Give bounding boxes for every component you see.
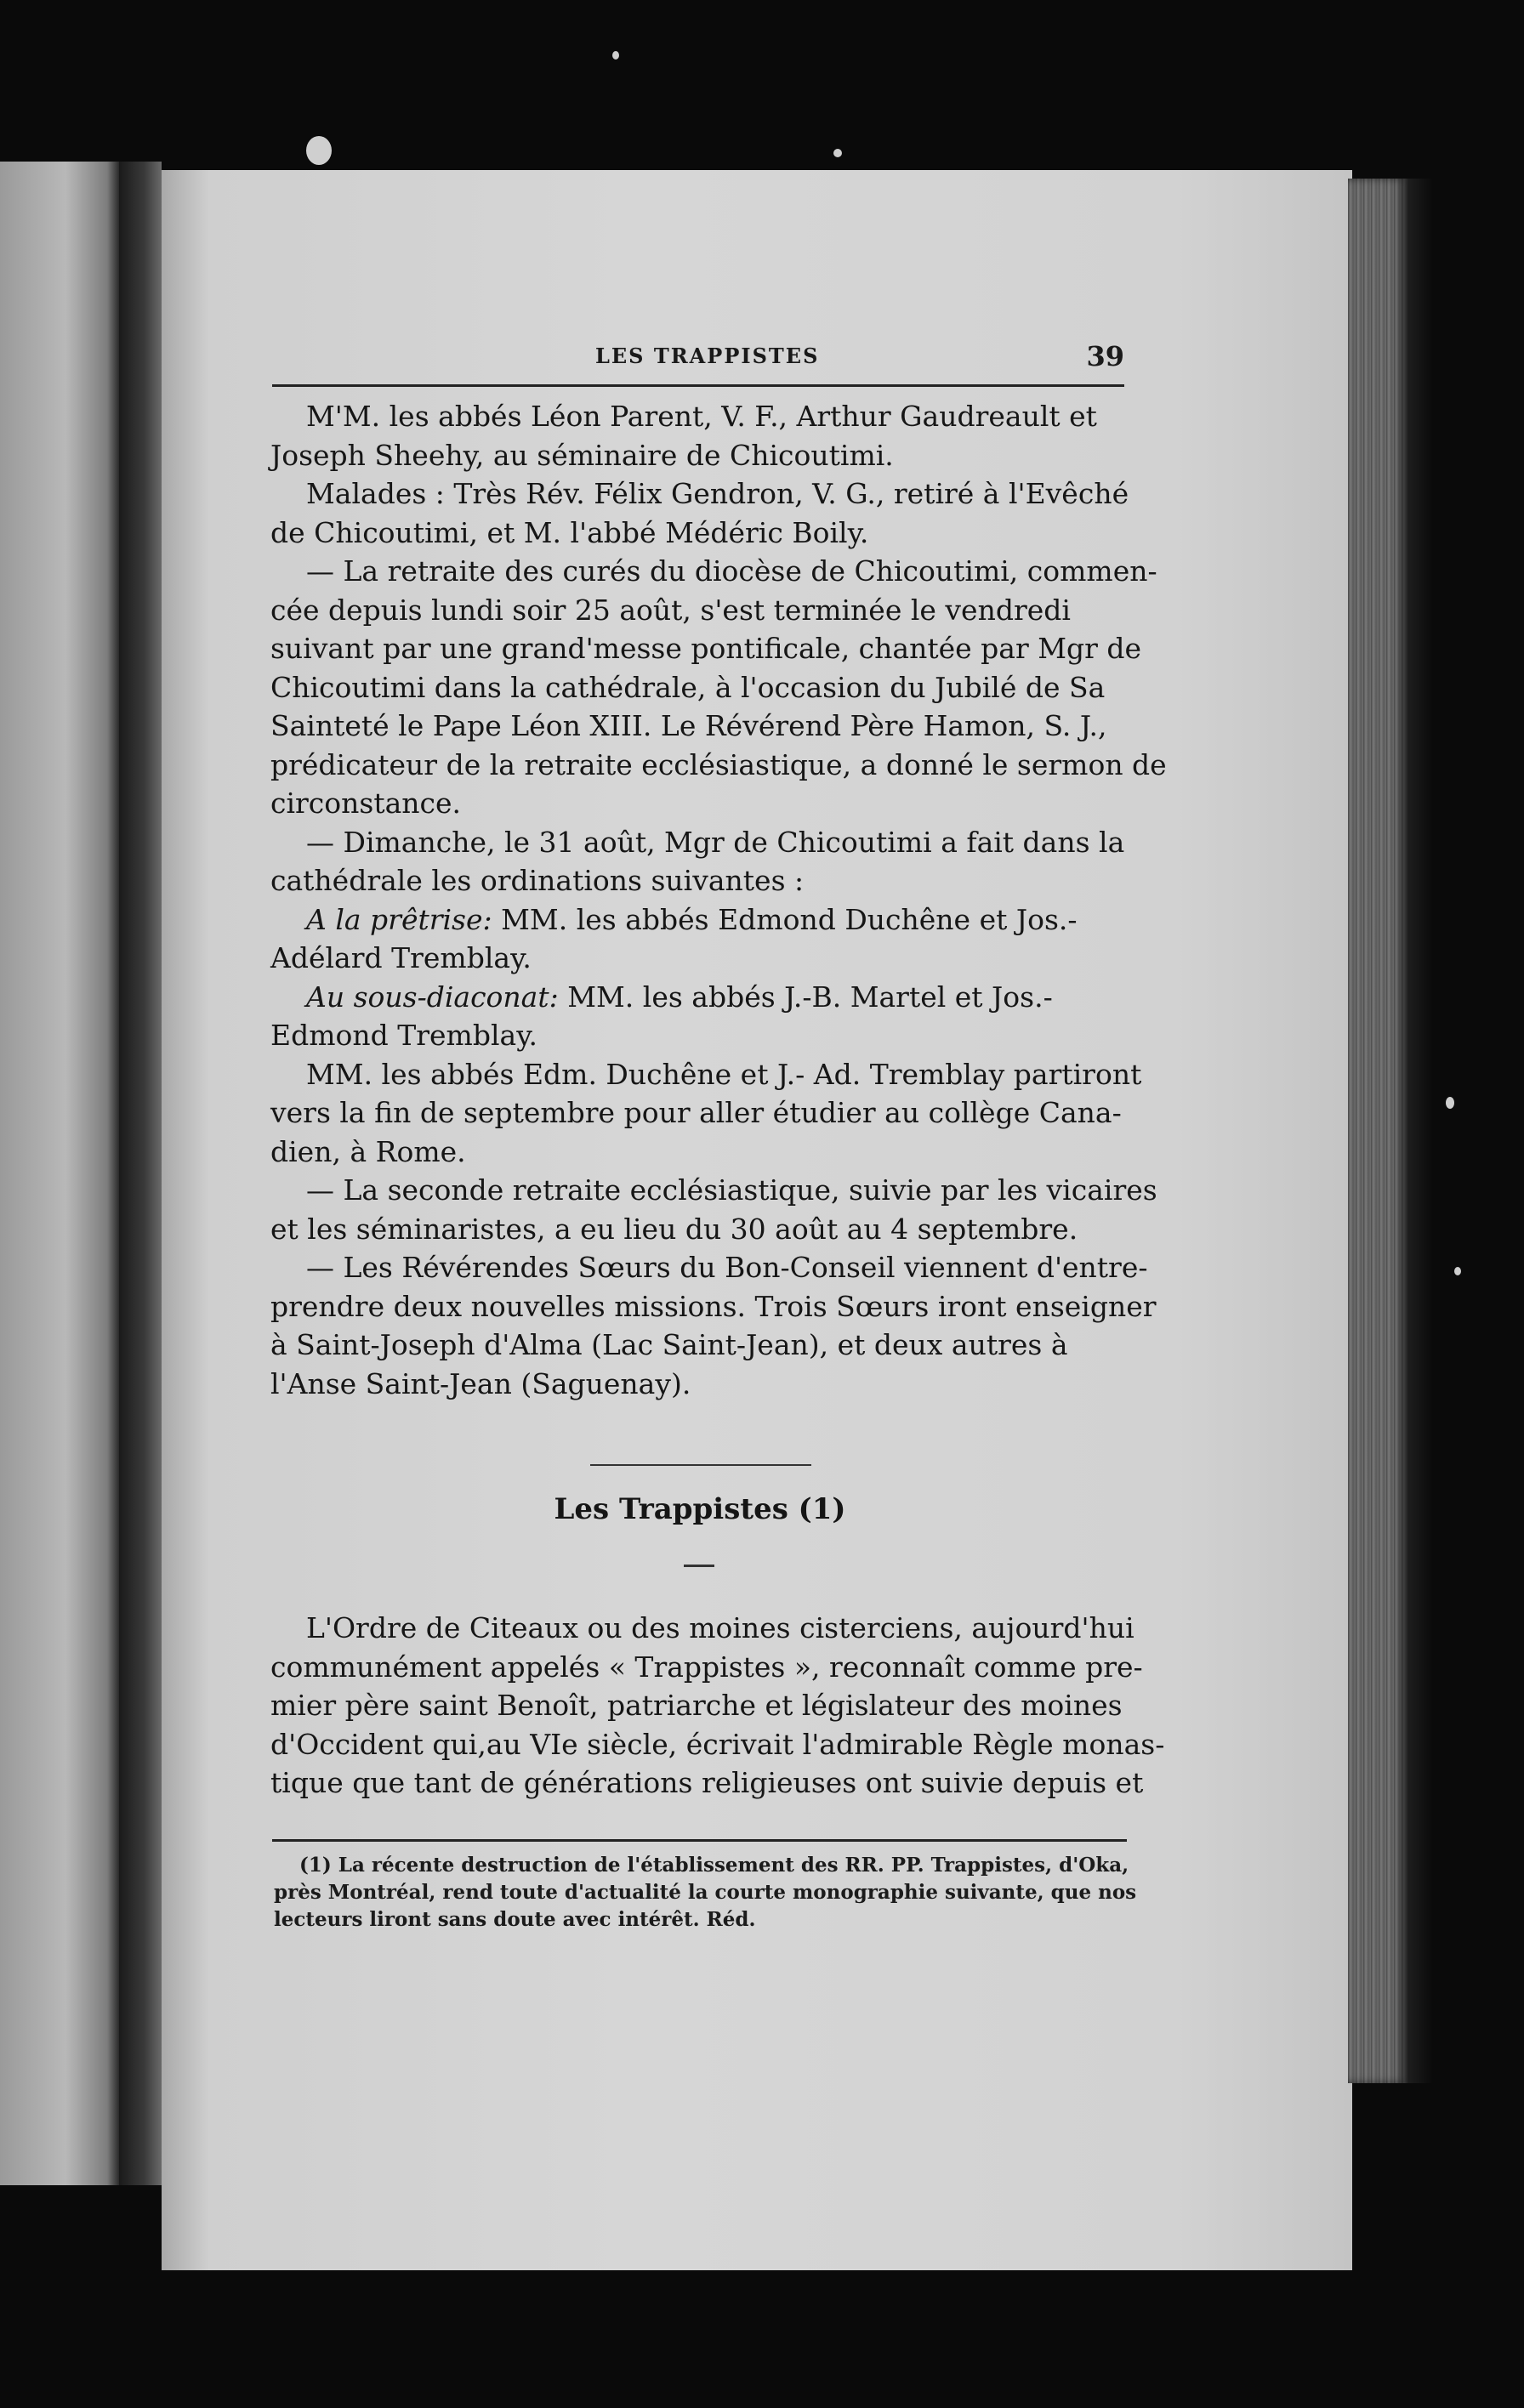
text-line [306, 1058, 1141, 1091]
text-line [270, 1689, 1123, 1722]
line-text: — Les Révérendes Sœurs du Bon-Conseil viennent d'entre- [306, 1251, 1148, 1284]
header-rule [272, 384, 1124, 387]
line-text: cathédrale les ordinations suivantes : [270, 864, 805, 897]
section-dash [684, 1565, 714, 1567]
line-text: vers la fin de septembre pour aller étudier au collège Cana- [270, 1096, 1122, 1129]
text-line [306, 1611, 1134, 1644]
text-line [270, 1290, 1157, 1323]
line-text: — Dimanche, le 31 août, Mgr de Chicoutimi a fait dans la [306, 825, 1125, 859]
line-text: l'Anse Saint-Jean (Saguenay). [270, 1366, 691, 1400]
italic-label: Au sous-diaconat: [306, 980, 559, 1014]
text-line [270, 748, 1167, 781]
page-number: 39 [1086, 340, 1124, 372]
text-line [270, 864, 804, 897]
text-line [306, 554, 1157, 588]
book-gutter [119, 162, 162, 2185]
film-speck [1454, 1267, 1461, 1275]
text-line [306, 477, 1129, 510]
body-text-bottom [270, 1611, 1165, 1832]
running-title: LES TRAPPISTES [595, 344, 820, 368]
footnote-line: près Montréal, rend toute d'actualité la courte monographie suivante, que nos [274, 1881, 1137, 1904]
line-text: M'M. les abbés Léon Parent, V. F., Arthur Gaudreault et [306, 400, 1097, 433]
footnote-rule [272, 1839, 1127, 1842]
section-divider [590, 1464, 811, 1466]
text-line [270, 1367, 691, 1400]
line-text: communément appelés « Trappistes », reconnaît comme pre- [270, 1650, 1143, 1684]
line-text: et les séminaristes, a eu lieu du 30 août au 4 septembre. [270, 1212, 1078, 1246]
text-line [270, 787, 461, 820]
text-line [306, 903, 1078, 936]
film-speck [612, 51, 619, 60]
line-text: — La seconde retraite ecclésiastique, suivie par les vicaires [306, 1173, 1157, 1207]
line-text: mier père saint Benoît, patriarche et législateur des moines [270, 1689, 1123, 1722]
line-text: Chicoutimi dans la cathédrale, à l'occasion du Jubilé de Sa [270, 670, 1106, 704]
text-line [306, 400, 1097, 433]
text-line [306, 826, 1124, 859]
facing-page-edge [0, 162, 119, 2185]
line-text: suivant par une grand'messe pontificale, chantée par Mgr de [270, 632, 1142, 665]
line-text: à Saint-Joseph d'Alma (Lac Saint-Jean), et deux autres à [270, 1328, 1068, 1361]
text-line [270, 1096, 1122, 1129]
line-text: tique que tant de générations religieuses ont suivie depuis et [270, 1766, 1144, 1799]
running-head [272, 340, 1124, 383]
line-text: Sainteté le Pape Léon XIII. Le Révérend Père Hamon, S. J., [270, 709, 1107, 742]
text-line [270, 1135, 466, 1168]
line-text: prédicateur de la retraite ecclésiastique, a donné le sermon de [270, 747, 1167, 781]
line-text: MM. les abbés Edm. Duchêne et J.- Ad. Tremblay partiront [306, 1057, 1142, 1091]
text-line [270, 941, 532, 974]
text-line [270, 632, 1141, 665]
text-line [270, 1213, 1078, 1246]
footnote-line: (1) La récente destruction de l'établissement des RR. PP. Trappistes, d'Oka, [299, 1854, 1129, 1877]
film-speck [306, 136, 332, 165]
line-text: MM. les abbés J.-B. Martel et Jos.- [558, 980, 1053, 1014]
line-text: Malades : Très Rév. Félix Gendron, V. G., retiré à l'Evêché [306, 477, 1129, 510]
line-text: prendre deux nouvelles missions. Trois Sœurs iront enseigner [270, 1289, 1157, 1323]
line-text: de Chicoutimi, et M. l'abbé Médéric Boily. [270, 515, 869, 549]
text-line [270, 1019, 537, 1052]
line-text: — La retraite des curés du diocèse de Chicoutimi, commen- [306, 554, 1157, 588]
line-text: dien, à Rome. [270, 1134, 466, 1168]
line-text: L'Ordre de Citeaux ou des moines cisterciens, aujourd'hui [306, 1611, 1134, 1644]
text-line [270, 1728, 1164, 1761]
line-text: circonstance. [270, 787, 462, 820]
text-line [270, 593, 1071, 627]
italic-label: A la prêtrise: [306, 902, 492, 936]
text-line [270, 1328, 1068, 1361]
text-line [270, 516, 868, 549]
line-text: Edmond Tremblay. [270, 1019, 537, 1052]
text-line [306, 1173, 1157, 1207]
footnote-line: lecteurs liront sans doute avec intérêt. Réd. [274, 1908, 756, 1931]
line-text: cée depuis lundi soir 25 août, s'est terminée le vendredi [270, 593, 1071, 627]
section-title: Les Trappistes (1) [554, 1492, 846, 1526]
line-text: MM. les abbés Edmond Duchêne et Jos.- [492, 902, 1078, 936]
line-text: Joseph Sheehy, au séminaire de Chicoutimi. [270, 438, 894, 472]
body-text-top [270, 400, 1167, 1437]
text-line [306, 1251, 1148, 1284]
text-line [306, 980, 1053, 1014]
text-line [270, 439, 894, 472]
film-speck [833, 149, 842, 157]
book-page-edges [1348, 179, 1407, 2083]
film-speck [1446, 1097, 1454, 1109]
text-line [270, 1766, 1143, 1799]
text-line [270, 709, 1107, 742]
text-line [270, 1650, 1143, 1684]
line-text: Adélard Tremblay. [270, 941, 532, 974]
book-edge-shadow [1407, 179, 1433, 2083]
line-text: d'Occident qui,au VIe siècle, écrivait l'admirable Règle monas- [270, 1727, 1165, 1761]
text-line [270, 671, 1105, 704]
